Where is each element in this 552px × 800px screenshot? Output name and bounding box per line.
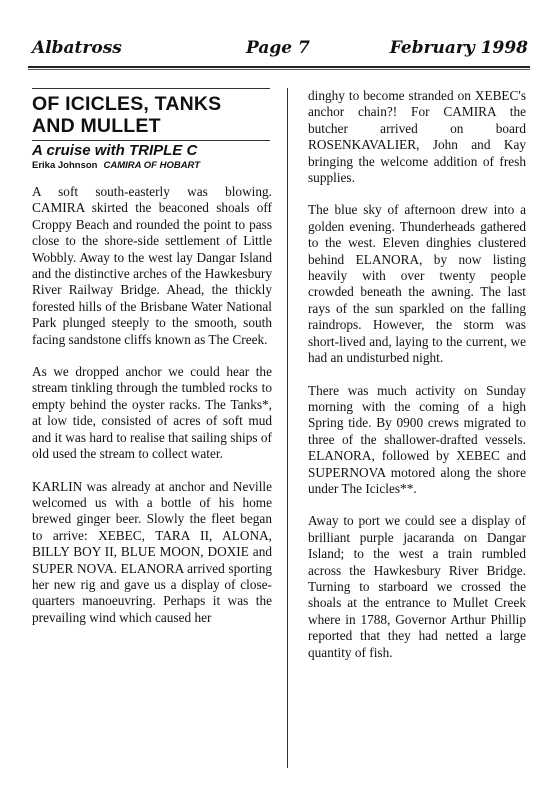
paragraph: dinghy to become stranded on XEBEC's anchor chain?! For CAMIRA the butcher arrived on board ROSENKAVALIER, John and Kay bringing the welcome addition of fresh supplies.	[308, 88, 526, 186]
article-title	[32, 93, 272, 137]
article-title-line-1: OF ICICLES, TANKS	[32, 93, 222, 115]
right-column	[308, 88, 526, 677]
page-number: Page 7	[246, 38, 310, 58]
paragraph: KARLIN was already at anchor and Neville welcomed us with a bottle of his home brewed ginger beer. Slowly the fleet began to arrive: XEBEC, TARA II, ALONA, BILLY BOY II, BLUE MOON, DOXIE and SUPER NOVA. ELANORA arrived sporting her new rig and gave us a display of close-quarters manoeuvring. Perhaps it was the prevailing wind which caused her	[32, 478, 272, 625]
paragraph: There was much activity on Sunday morning with the coming of a high Spring tide. By 0900 crews migrated to three of the shallower-drafted vessels. ELANORA, followed by XEBEC and SUPERNOVA motored along the shore under The Icicles**.	[308, 382, 526, 496]
author-boat: CAMIRA OF HOBART	[103, 160, 201, 171]
article-subtitle: A cruise with TRIPLE C	[32, 142, 198, 159]
byline	[32, 160, 272, 172]
article-title-line-2: AND MULLET	[32, 115, 161, 137]
author-name: Erika Johnson	[32, 160, 98, 171]
paragraph: Away to port we could see a display of brilliant purple jacaranda on Dangar Island; to the west a train rumbled across the Hawkesbury River Bridge. Turning to starboard we crossed the shoals at the entrance to Mullet Creek where in 1788, Governor Arthur Phillip reported that they had netted a large quantity of fish.	[308, 513, 526, 660]
title-rule	[32, 140, 270, 141]
newsletter-name: Albatross	[32, 38, 122, 58]
paragraph: The blue sky of afternoon drew into a golden evening. Thunderheads gathered to the west. Eleven dinghies clustered behind ELANORA, by now listing heavily with over twenty people crowded beneath the awning. The last rays of the sun sparkled on the falling raindrops. However, the storm was short-lived and, laying to the current, we had an undisturbed night.	[308, 202, 526, 366]
paragraph: As we dropped anchor we could hear the stream tinkling through the tumbled rocks to empty behind the oyster racks. The Tanks*, at low tide, consisted of acres of soft mud and it was hard to realise that sailing ships of old used the stream to collect water.	[32, 364, 272, 462]
issue-date: February 1998	[389, 38, 528, 58]
header-rule	[28, 66, 530, 70]
page-header	[28, 38, 528, 64]
column-divider	[287, 88, 288, 768]
left-column	[32, 88, 272, 642]
paragraph: A soft south-easterly was blowing. CAMIRA skirted the beaconed shoals off Croppy Beach and rounded the point to pass close to the shore-side settlement of Little Wobbly. Away to the west lay Dangar Island and the distinctive arches of the Hawkesbury River Railway Bridge. Ahead, the thickly forested hills of the Brisbane Water National Park plunged steeply to the smooth, south facing sandstone cliffs known as The Creek.	[32, 184, 272, 347]
article-top-rule	[32, 88, 270, 89]
